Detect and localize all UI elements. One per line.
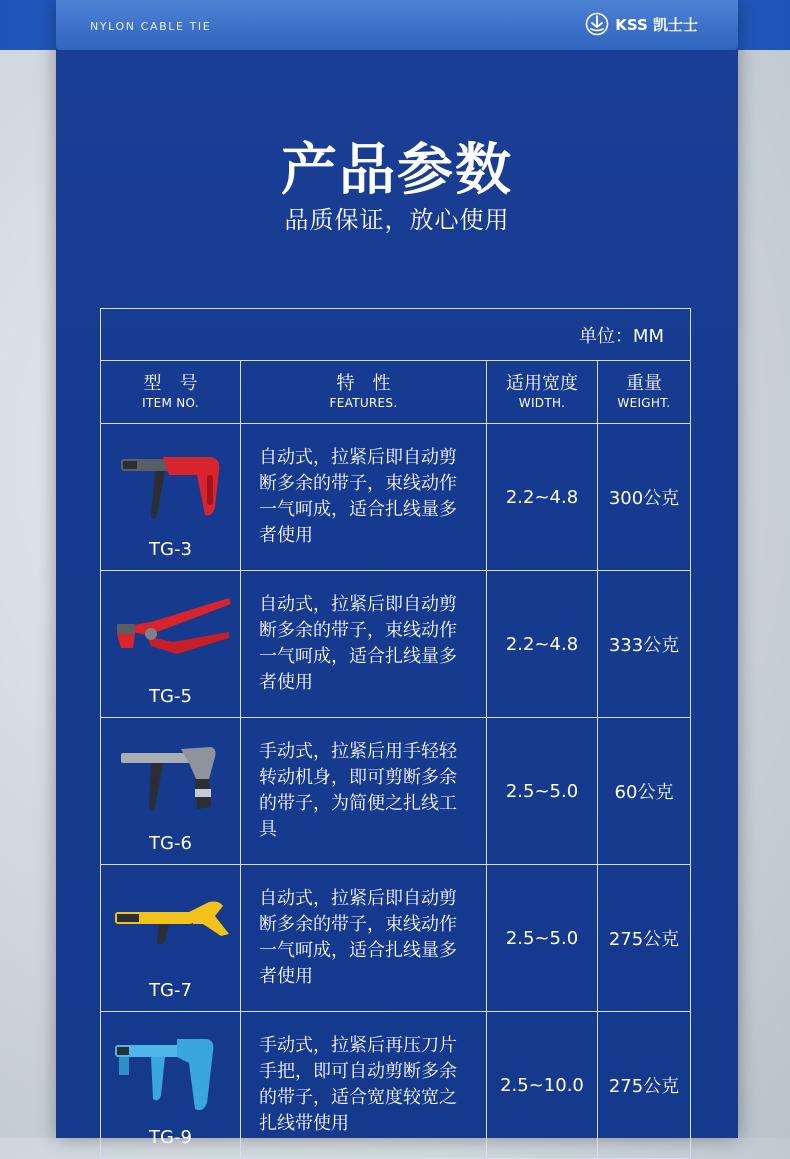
red-plier-tensioner-icon	[111, 592, 231, 682]
weight-cell: 275公克	[598, 865, 691, 1012]
column-header-width	[487, 361, 598, 424]
table-row	[101, 571, 691, 718]
model-label: TG-9	[149, 1126, 192, 1148]
header-bar	[56, 0, 738, 50]
column-header-weight	[598, 361, 691, 424]
column-header-en: ITEM NO.	[142, 396, 199, 410]
column-header-en: FEATURES.	[329, 396, 398, 410]
width-cell: 2.5~5.0	[487, 865, 598, 1012]
weight-cell: 300公克	[598, 424, 691, 571]
column-header-features	[241, 361, 487, 424]
brand-logo	[585, 12, 698, 36]
page-title: 产品参数	[281, 138, 513, 203]
feature-cell: 自动式，拉紧后即自动剪断多余的带子，束线动作一气呵成，适合扎线量多者使用	[241, 865, 487, 1012]
feature-cell: 手动式，拉紧后用手轻轻转动机身，即可剪断多余的带子，为简便之扎线工具	[241, 718, 487, 865]
header-left-text: NYLON CABLE TIE	[90, 20, 212, 33]
model-label: TG-7	[149, 979, 192, 1001]
yellow-cable-tie-tool-icon	[111, 886, 231, 976]
width-cell: 2.5~10.0	[487, 1012, 598, 1159]
unit-label: 单位：MM	[101, 309, 691, 361]
model-label: TG-6	[149, 832, 192, 854]
column-header-en: WEIGHT.	[617, 396, 671, 410]
kss-logo-icon	[585, 12, 609, 36]
blue-cable-tie-gun-icon	[111, 1033, 231, 1123]
weight-cell: 60公克	[598, 718, 691, 865]
model-label: TG-5	[149, 685, 192, 707]
content-panel	[56, 0, 738, 1148]
table-row	[101, 865, 691, 1012]
column-header-zh: 重量	[626, 373, 662, 394]
feature-cell: 自动式，拉紧后即自动剪断多余的带子，束线动作一气呵成，适合扎线量多者使用	[241, 571, 487, 718]
model-cell	[101, 718, 241, 865]
model-cell	[101, 1012, 241, 1159]
width-cell: 2.2~4.8	[487, 424, 598, 571]
model-cell	[101, 865, 241, 1012]
spec-table	[100, 308, 691, 1159]
model-label: TG-3	[149, 538, 192, 560]
brand-name: KSS 凯士士	[615, 15, 698, 34]
feature-cell: 自动式，拉紧后即自动剪断多余的带子，束线动作一气呵成，适合扎线量多者使用	[241, 424, 487, 571]
unit-row	[101, 309, 691, 361]
page-subtitle: 品质保证，放心使用	[284, 206, 510, 234]
column-header-zh: 型 号	[143, 373, 198, 394]
width-cell: 2.2~4.8	[487, 571, 598, 718]
width-cell: 2.5~5.0	[487, 718, 598, 865]
weight-cell: 275公克	[598, 1012, 691, 1159]
table-header-row	[101, 361, 691, 424]
column-header-model	[101, 361, 241, 424]
column-header-en: WIDTH.	[518, 396, 566, 410]
table-row	[101, 1012, 691, 1159]
red-cable-tie-gun-icon	[111, 445, 231, 535]
weight-cell: 333公克	[598, 571, 691, 718]
model-cell	[101, 571, 241, 718]
model-cell	[101, 424, 241, 571]
table-row	[101, 718, 691, 865]
column-header-zh: 适用宽度	[506, 373, 578, 394]
table-row	[101, 424, 691, 571]
steel-cable-tie-gun-icon	[111, 739, 231, 829]
column-header-zh: 特 性	[336, 373, 391, 394]
feature-cell: 手动式，拉紧后再压刀片手把，即可自动剪断多余的带子，适合宽度较宽之扎线带使用	[241, 1012, 487, 1159]
